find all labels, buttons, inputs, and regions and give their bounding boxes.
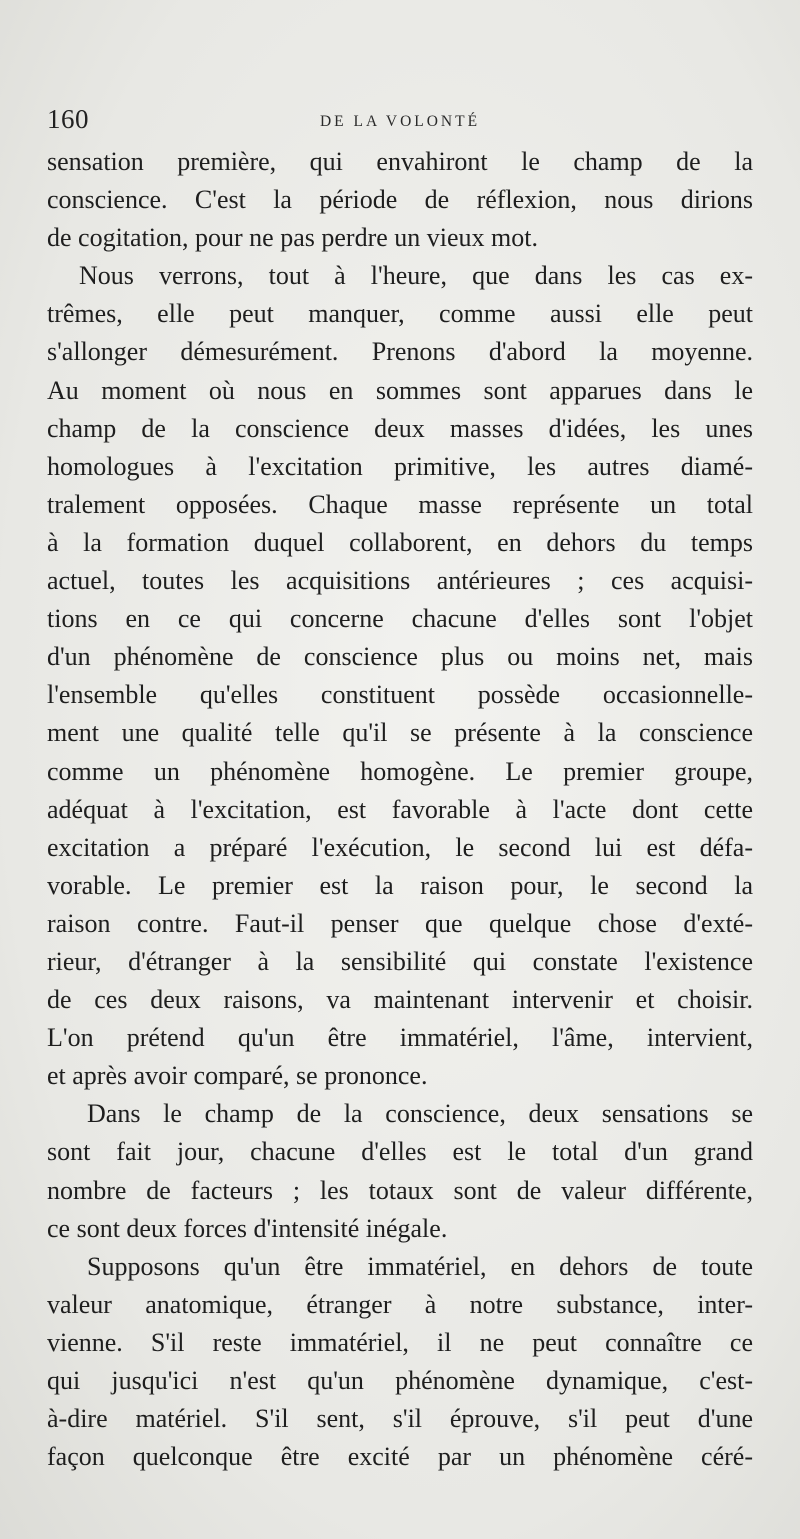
text-line: excitation a préparé l'exécution, le second lui est défa- (47, 832, 753, 862)
text-line: façon quelconque être excité par un phénomène céré- (47, 1442, 753, 1472)
text-line: comme un phénomène homogène. Le premier groupe, (47, 756, 753, 786)
text-line: s'allonger démesurément. Prenons d'abord la moyenne. (47, 337, 753, 367)
text-line: valeur anatomique, étranger à notre substance, inter- (47, 1289, 753, 1319)
text-line: d'un phénomène de conscience plus ou moins net, mais (47, 642, 753, 672)
text-line: et après avoir comparé, se prononce. (47, 1061, 428, 1091)
page-number: 160 (47, 104, 89, 134)
text-line: Supposons qu'un être immatériel, en dehors de toute (87, 1251, 753, 1281)
text-line: tralement opposées. Chaque masse représente un total (47, 489, 753, 519)
text-line: tions en ce qui concerne chacune d'elles sont l'objet (47, 604, 753, 634)
text-line: trêmes, elle peut manquer, comme aussi elle peut (47, 299, 753, 329)
page-header (47, 104, 753, 144)
text-line: de ces deux raisons, va maintenant intervenir et choisir. (47, 985, 753, 1015)
text-line: champ de la conscience deux masses d'idées, les unes (47, 413, 753, 443)
text-line: raison contre. Faut-il penser que quelque chose d'exté- (47, 908, 753, 938)
text-line: de cogitation, pour ne pas perdre un vieux mot. (47, 223, 538, 253)
text-line: Nous verrons, tout à l'heure, que dans les cas ex- (79, 261, 753, 291)
text-line: conscience. C'est la période de réflexion, nous dirions (47, 185, 753, 215)
text-line: sensation première, qui envahiront le champ de la (47, 147, 753, 176)
text-line: qui jusqu'ici n'est qu'un phénomène dynamique, c'est- (47, 1366, 753, 1395)
text-line: l'ensemble qu'elles constituent possède occasionnelle- (47, 680, 753, 710)
text-line: vienne. S'il reste immatériel, il ne peut connaître ce (47, 1327, 753, 1357)
text-line: sont fait jour, chacune d'elles est le total d'un grand (47, 1137, 753, 1167)
text-line: à la formation duquel collaborent, en dehors du temps (47, 527, 753, 557)
text-line: homologues à l'excitation primitive, les autres diamé- (47, 451, 753, 481)
text-line: L'on prétend qu'un être immatériel, l'âme, intervient, (47, 1023, 753, 1053)
text-line: nombre de facteurs ; les totaux sont de valeur différente, (47, 1175, 753, 1205)
text-line: vorable. Le premier est la raison pour, le second la (47, 870, 753, 900)
text-line: rieur, d'étranger à la sensibilité qui constate l'existence (47, 946, 753, 976)
body-text (47, 143, 753, 1476)
text-line: adéquat à l'excitation, est favorable à l'acte dont cette (47, 794, 753, 824)
text-line: Au moment où nous en sommes sont apparues dans le (47, 375, 753, 405)
text-line: à-dire matériel. S'il sent, s'il éprouve, s'il peut d'une (47, 1404, 753, 1434)
running-title: DE LA VOLONTÉ (319, 113, 481, 130)
text-line: ce sont deux forces d'intensité inégale. (47, 1213, 448, 1243)
text-line: Dans le champ de la conscience, deux sensations se (87, 1099, 753, 1129)
text-line: actuel, toutes les acquisitions antérieures ; ces acquisi- (47, 566, 753, 596)
text-line: ment une qualité telle qu'il se présente à la conscience (47, 718, 753, 748)
